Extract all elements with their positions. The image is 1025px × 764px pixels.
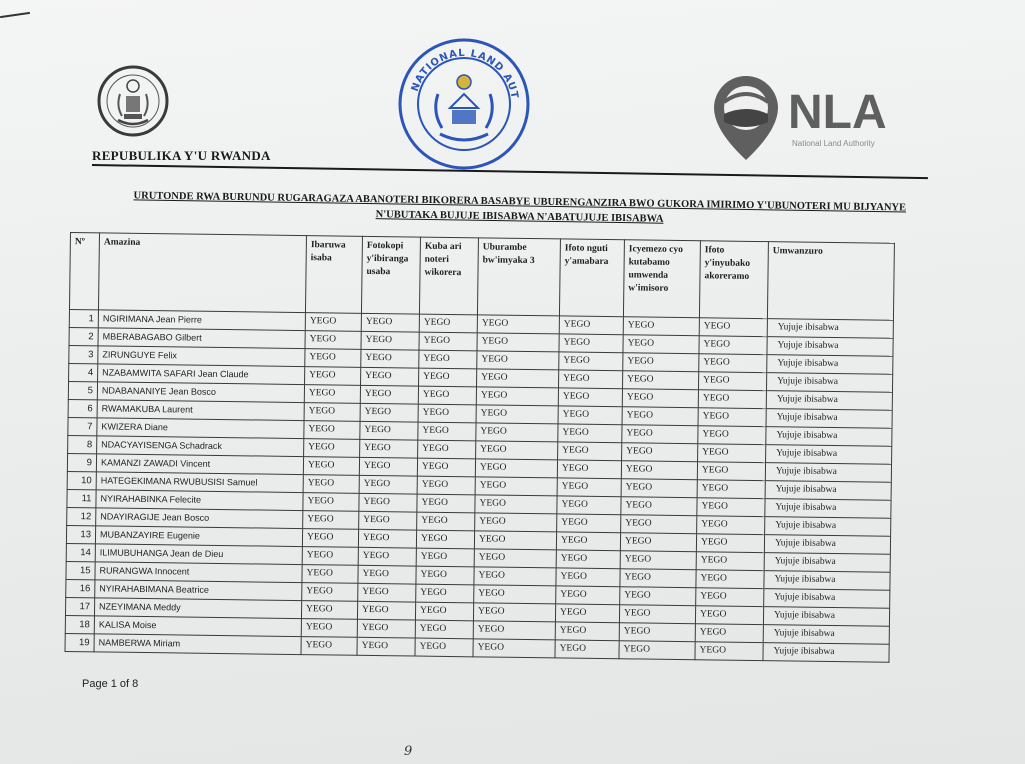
requirement-cell: YEGO (696, 588, 764, 607)
requirement-cell: YEGO (417, 512, 475, 531)
requirement-cell: YEGO (358, 547, 416, 566)
requirement-cell: YEGO (620, 533, 696, 552)
row-number: 7 (68, 417, 97, 435)
document-title-line-2: N'UBUTAKA BUJUJE IBISABWA N'ABATUJUJE IBISABWA (375, 209, 664, 225)
requirement-cell: YEGO (419, 314, 477, 333)
applicant-name: NGIRIMANA Jean Pierre (98, 310, 305, 331)
column-header: Ibaruwa isaba (305, 236, 362, 314)
row-number: 17 (65, 597, 94, 615)
decision-cell: Yujuje ibisabwa (766, 373, 892, 393)
requirement-cell: YEGO (474, 549, 556, 568)
table-header-row (69, 233, 894, 321)
requirement-cell: YEGO (419, 350, 477, 369)
requirement-cell: YEGO (473, 621, 555, 640)
applicant-name: NYIRAHABIMANA Beatrice (95, 580, 302, 601)
requirement-cell: YEGO (623, 335, 699, 354)
decision-cell: Yujuje ibisabwa (767, 355, 893, 375)
requirement-cell: YEGO (416, 584, 474, 603)
row-number: 2 (69, 327, 98, 345)
requirement-cell: YEGO (475, 477, 557, 496)
decision-cell: Yujuje ibisabwa (764, 571, 890, 591)
column-header: Uburambe bw'imyaka 3 (477, 238, 560, 316)
requirement-cell: YEGO (415, 638, 473, 657)
decision-cell: Yujuje ibisabwa (765, 499, 891, 519)
requirement-cell: YEGO (620, 587, 696, 606)
requirement-cell: YEGO (357, 619, 415, 638)
requirement-cell: YEGO (359, 511, 417, 530)
requirement-cell: YEGO (305, 367, 361, 386)
requirement-cell: YEGO (695, 624, 763, 643)
nla-logo (710, 72, 910, 164)
requirement-cell: YEGO (555, 640, 619, 659)
requirement-cell: YEGO (475, 513, 557, 532)
requirement-cell: YEGO (699, 336, 767, 355)
requirement-cell: YEGO (695, 642, 763, 661)
row-number: 3 (69, 345, 98, 363)
decision-cell: Yujuje ibisabwa (766, 409, 892, 429)
requirement-cell: YEGO (476, 405, 558, 424)
requirement-cell: YEGO (621, 497, 697, 516)
decision-cell: Yujuje ibisabwa (763, 607, 889, 627)
requirement-cell: YEGO (477, 369, 559, 388)
table-body (65, 309, 893, 662)
requirement-cell: YEGO (358, 565, 416, 584)
applicant-name: NZEYIMANA Meddy (94, 598, 301, 619)
nla-logo-text: NLA (788, 86, 887, 139)
row-number: 10 (67, 471, 96, 489)
requirement-cell: YEGO (623, 317, 699, 336)
requirement-cell: YEGO (303, 511, 359, 530)
requirement-cell: YEGO (474, 585, 556, 604)
requirement-cell: YEGO (621, 461, 697, 480)
requirement-cell: YEGO (557, 460, 621, 479)
requirement-cell: YEGO (619, 641, 695, 660)
requirement-cell: YEGO (698, 372, 766, 391)
decision-cell: Yujuje ibisabwa (765, 481, 891, 501)
decision-cell: Yujuje ibisabwa (765, 463, 891, 483)
requirement-cell: YEGO (360, 385, 418, 404)
requirement-cell: YEGO (697, 516, 765, 535)
requirement-cell: YEGO (360, 421, 418, 440)
applicant-name: ZIRUNGUYE Felix (98, 346, 305, 367)
requirement-cell: YEGO (304, 403, 360, 422)
row-number: 6 (68, 399, 97, 417)
requirement-cell: YEGO (474, 567, 556, 586)
decision-cell: Yujuje ibisabwa (767, 337, 893, 357)
decision-cell: Yujuje ibisabwa (766, 445, 892, 465)
requirement-cell: YEGO (417, 476, 475, 495)
requirement-cell: YEGO (559, 334, 623, 353)
column-header: Umwanzuro (767, 242, 894, 321)
row-number: 18 (65, 615, 94, 633)
requirement-cell: YEGO (621, 479, 697, 498)
applicant-name: NAMBERWA Miriam (94, 634, 301, 655)
applicant-name: RWAMAKUBA Laurent (97, 400, 304, 421)
requirement-cell: YEGO (622, 443, 698, 462)
requirement-cell: YEGO (555, 622, 619, 641)
column-header: Nº (69, 233, 99, 310)
requirement-cell: YEGO (419, 332, 477, 351)
corner-pen-mark (0, 12, 30, 18)
requirement-cell: YEGO (419, 368, 477, 387)
nla-logo-subtitle: National Land Authority (792, 139, 875, 148)
requirement-cell: YEGO (474, 531, 556, 550)
row-number: 14 (66, 543, 95, 561)
decision-cell: Yujuje ibisabwa (763, 625, 889, 645)
republic-title: REPUBULIKA Y'U RWANDA (92, 148, 271, 163)
requirement-cell: YEGO (305, 349, 361, 368)
row-number: 5 (68, 381, 97, 399)
row-number: 9 (67, 453, 96, 471)
requirement-cell: YEGO (558, 388, 622, 407)
row-number: 16 (66, 579, 95, 597)
requirement-cell: YEGO (698, 390, 766, 409)
requirement-cell: YEGO (620, 551, 696, 570)
requirement-cell: YEGO (698, 426, 766, 445)
requirement-cell: YEGO (301, 619, 357, 638)
requirement-cell: YEGO (699, 354, 767, 373)
requirement-cell: YEGO (476, 441, 558, 460)
requirement-cell: YEGO (477, 315, 559, 334)
requirement-cell: YEGO (698, 444, 766, 463)
requirement-cell: YEGO (697, 498, 765, 517)
applicant-name: MUBANZAYIRE Eugenie (95, 526, 302, 547)
requirement-cell: YEGO (417, 458, 475, 477)
requirement-cell: YEGO (555, 604, 619, 623)
requirement-cell: YEGO (558, 442, 622, 461)
page-number: Page 1 of 8 (82, 678, 139, 690)
requirement-cell: YEGO (358, 583, 416, 602)
requirement-cell: YEGO (475, 495, 557, 514)
requirement-cell: YEGO (418, 422, 476, 441)
applicant-name: NZABAMWITA SAFARI Jean Claude (98, 364, 305, 385)
requirement-cell: YEGO (477, 351, 559, 370)
handwritten-page-mark: 9 (404, 744, 413, 759)
national-land-authority-stamp-icon (394, 34, 534, 174)
requirement-cell: YEGO (416, 566, 474, 585)
requirement-cell: YEGO (304, 439, 360, 458)
requirement-cell: YEGO (622, 389, 698, 408)
requirement-cell: YEGO (359, 475, 417, 494)
requirement-cell: YEGO (303, 493, 359, 512)
column-header: Fotokopi y'ibiranga usaba (361, 236, 420, 314)
requirement-cell: YEGO (301, 637, 357, 656)
row-number: 15 (66, 561, 95, 579)
requirement-cell: YEGO (619, 605, 695, 624)
applicant-name: ILIMUBUHANGA Jean de Dieu (95, 544, 302, 565)
requirement-cell: YEGO (361, 331, 419, 350)
applicant-name: NDACYAYISENGA Schadrack (97, 436, 304, 457)
decision-cell: Yujuje ibisabwa (766, 391, 892, 411)
applicant-name: RURANGWA Innocent (95, 562, 302, 583)
requirement-cell: YEGO (476, 387, 558, 406)
requirement-cell: YEGO (697, 480, 765, 499)
requirement-cell: YEGO (473, 639, 555, 658)
requirement-cell: YEGO (304, 421, 360, 440)
applicant-name: KWIZERA Diane (97, 418, 304, 439)
requirement-cell: YEGO (360, 403, 418, 422)
requirement-cell: YEGO (558, 424, 622, 443)
row-number: 19 (65, 633, 94, 651)
requirement-cell: YEGO (699, 318, 767, 337)
row-number: 4 (69, 363, 98, 381)
requirement-cell: YEGO (415, 620, 473, 639)
row-number: 13 (66, 525, 95, 543)
requirement-cell: YEGO (359, 493, 417, 512)
column-header: Ifoto y'inyubako akoreramo (699, 241, 768, 319)
decision-cell: Yujuje ibisabwa (766, 427, 892, 447)
requirement-cell: YEGO (695, 606, 763, 625)
requirement-cell: YEGO (302, 547, 358, 566)
applicant-name: KAMANZI ZAWADI Vincent (96, 454, 303, 475)
requirement-cell: YEGO (696, 534, 764, 553)
column-header: Ifoto nguti y'amabara (559, 239, 624, 317)
requirement-cell: YEGO (303, 457, 359, 476)
requirement-cell: YEGO (697, 462, 765, 481)
row-number: 8 (68, 435, 97, 453)
decision-cell: Yujuje ibisabwa (763, 643, 889, 663)
requirement-cell: YEGO (559, 316, 623, 335)
applicant-name: NYIRAHABINKA Felecite (96, 490, 303, 511)
applicant-name: HATEGEKIMANA RWUBUSISI Samuel (96, 472, 303, 493)
requirement-cell: YEGO (622, 371, 698, 390)
row-number: 11 (67, 489, 96, 507)
requirement-cell: YEGO (302, 565, 358, 584)
requirement-cell: YEGO (558, 406, 622, 425)
column-header: Kuba ari noteri wikorera (419, 237, 478, 315)
requirement-cell: YEGO (559, 370, 623, 389)
decision-cell: Yujuje ibisabwa (767, 319, 893, 339)
row-number: 12 (67, 507, 96, 525)
requirement-cell: YEGO (417, 494, 475, 513)
requirement-cell: YEGO (361, 367, 419, 386)
rwanda-coat-of-arms-icon (96, 64, 170, 138)
applicant-name: MBERABAGABO Gilbert (98, 328, 305, 349)
decision-cell: Yujuje ibisabwa (764, 553, 890, 573)
requirement-cell: YEGO (357, 637, 415, 656)
column-header: Icyemezo cyo kutabamo umwenda w'imisoro (623, 240, 700, 318)
requirement-cell: YEGO (473, 603, 555, 622)
requirement-cell: YEGO (415, 602, 473, 621)
requirement-cell: YEGO (361, 349, 419, 368)
requirement-cell: YEGO (557, 514, 621, 533)
requirement-cell: YEGO (302, 529, 358, 548)
requirement-cell: YEGO (696, 552, 764, 571)
requirement-cell: YEGO (301, 601, 357, 620)
requirement-cell: YEGO (621, 515, 697, 534)
requirement-cell: YEGO (418, 404, 476, 423)
requirement-cell: YEGO (477, 333, 559, 352)
applicant-name: NDAYIRAGIJE Jean Bosco (96, 508, 303, 529)
decision-cell: Yujuje ibisabwa (764, 535, 890, 555)
requirement-cell: YEGO (559, 352, 623, 371)
requirement-cell: YEGO (620, 569, 696, 588)
applicants-table-wrap (65, 232, 895, 663)
requirement-cell: YEGO (696, 570, 764, 589)
requirement-cell: YEGO (476, 423, 558, 442)
requirement-cell: YEGO (556, 550, 620, 569)
requirement-cell: YEGO (416, 548, 474, 567)
requirement-cell: YEGO (556, 586, 620, 605)
column-header: Amazina (98, 233, 306, 313)
document-title (110, 188, 930, 231)
requirement-cell: YEGO (556, 532, 620, 551)
requirement-cell: YEGO (361, 313, 419, 332)
requirement-cell: YEGO (619, 623, 695, 642)
requirement-cell: YEGO (359, 457, 417, 476)
requirement-cell: YEGO (418, 440, 476, 459)
requirement-cell: YEGO (416, 530, 474, 549)
requirement-cell: YEGO (357, 601, 415, 620)
decision-cell: Yujuje ibisabwa (764, 589, 890, 609)
applicant-name: NDABANANIYE Jean Bosco (97, 382, 304, 403)
requirement-cell: YEGO (622, 425, 698, 444)
requirement-cell: YEGO (303, 475, 359, 494)
document-title-line-1: URUTONDE RWA BURUNDU RUGARAGAZA ABANOTERI BIKORERA BASABYE UBURENGANZIRA BWO GUKORA IMIRIMO Y'UBUNOTERI MU BIJYANYE (133, 190, 907, 214)
requirement-cell: YEGO (557, 496, 621, 515)
requirement-cell: YEGO (557, 478, 621, 497)
requirement-cell: YEGO (622, 407, 698, 426)
requirement-cell: YEGO (698, 408, 766, 427)
requirement-cell: YEGO (418, 386, 476, 405)
applicants-table (65, 232, 895, 663)
requirement-cell: YEGO (304, 385, 360, 404)
applicant-name: KALISA Moise (94, 616, 301, 637)
requirement-cell: YEGO (475, 459, 557, 478)
decision-cell: Yujuje ibisabwa (765, 517, 891, 537)
svg-text:NATIONAL LAND AUTHORITY: NATIONAL LAND AUT (409, 47, 520, 101)
requirement-cell: YEGO (305, 313, 361, 332)
requirement-cell: YEGO (358, 529, 416, 548)
requirement-cell: YEGO (360, 439, 418, 458)
requirement-cell: YEGO (623, 353, 699, 372)
row-number: 1 (69, 309, 98, 327)
requirement-cell: YEGO (556, 568, 620, 587)
requirement-cell: YEGO (302, 583, 358, 602)
requirement-cell: YEGO (305, 331, 361, 350)
